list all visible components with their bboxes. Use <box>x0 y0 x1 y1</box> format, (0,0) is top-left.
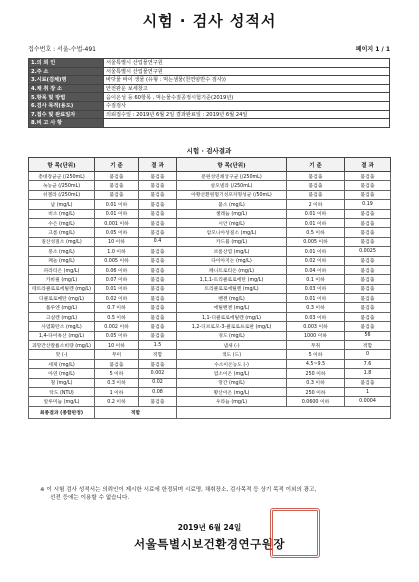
results-cell: 0.7 이하 <box>95 303 139 312</box>
results-cell: 염소이온 (mg/L) <box>177 369 287 378</box>
results-cell: 사염화탄소 (mg/L) <box>29 322 95 331</box>
results-cell: 불검출 <box>345 228 391 237</box>
results-cell: 적합 <box>139 350 177 359</box>
info-value: 음이온성 등 60항목 , 먹는물수질공정시험기준(2019년) <box>104 93 390 102</box>
results-cell: 불검출 <box>139 275 177 284</box>
results-cell: 불소 (mg/L) <box>177 200 287 209</box>
results-cell: 250 이하 <box>287 369 345 378</box>
results-cell: 10 이하 <box>95 237 139 246</box>
final-result-label: 최종결과 (종합판정) <box>29 406 95 418</box>
receipt-number: 접수번호 : 서울-수법-491 <box>28 46 96 53</box>
results-cell: 불검출 <box>139 218 177 227</box>
info-value: 바닷물 바이 생물 (유형 : 먹는샘물(천연암반수 검사)) <box>104 76 390 85</box>
results-cell: 파라티온 (mg/L) <box>29 265 95 274</box>
final-result-row <box>29 406 391 418</box>
results-cell: 분원성연쇄상구균 (/250mL) <box>177 172 287 181</box>
results-cell: 1.5 <box>139 341 177 350</box>
info-label: 4.채 취 장 소 <box>29 84 104 93</box>
info-label: 7.접수 및 완료일자 <box>29 110 104 119</box>
results-cell: 0.06 이하 <box>95 265 139 274</box>
results-cell: 불검출 <box>287 172 345 181</box>
results-row <box>29 359 391 368</box>
results-cell: 0.005 이하 <box>287 237 345 246</box>
results-cell: 불검출 <box>345 172 391 181</box>
results-cell: 불검출 <box>139 181 177 190</box>
results-cell: 냄새 (-) <box>177 341 287 350</box>
results-cell: 철 (mg/L) <box>29 378 95 387</box>
note-line-1: ※ 이 시험 검사 성적서는 의뢰인이 제시한 시료에 한정되며 시료명, 채취장소, 검사목적 등 상기 목적 이외의 광고, <box>40 487 317 493</box>
results-cell: 불검출 <box>345 322 391 331</box>
info-row <box>29 59 390 68</box>
results-cell: 불검출 <box>345 294 391 303</box>
results-cell: 1.0 이하 <box>95 247 139 256</box>
results-cell: 에틸벤젠 (mg/L) <box>177 303 287 312</box>
results-cell: 망간 (mg/L) <box>177 378 287 387</box>
results-cell: 불검출 <box>345 303 391 312</box>
results-row <box>29 237 391 246</box>
results-cell: 0.0025 <box>345 247 391 256</box>
results-row <box>29 228 391 237</box>
results-cell: 알루미늄 (mg/L) <box>29 397 95 406</box>
results-cell: 납 (mg/L) <box>29 200 95 209</box>
results-cell: 크실렌 (mg/L) <box>29 312 95 321</box>
results-row <box>29 265 391 274</box>
results-cell: 불검출 <box>139 284 177 293</box>
results-cell: 불검출 <box>345 275 391 284</box>
results-cell: 0.01 이하 <box>95 200 139 209</box>
results-cell: 0.01 이하 <box>95 284 139 293</box>
results-cell: 0.05 이하 <box>95 331 139 340</box>
info-value: 안전관운 보세창고 <box>104 84 390 93</box>
results-row <box>29 181 391 190</box>
results-cell: 불검출 <box>139 303 177 312</box>
official-seal-stamp <box>270 508 320 558</box>
results-cell: 트리클로로에틸렌 (mg/L) <box>177 284 287 293</box>
results-cell: 불검출 <box>95 181 139 190</box>
info-row <box>29 101 390 110</box>
results-cell: 불검출 <box>95 359 139 368</box>
results-cell: 0.02 이하 <box>287 256 345 265</box>
results-cell: 암모니아성질소 (mg/L) <box>177 228 287 237</box>
results-cell: 0.0004 <box>345 397 391 406</box>
info-row <box>29 84 390 93</box>
results-row <box>29 190 391 199</box>
results-cell: 수은 (mg/L) <box>29 218 95 227</box>
results-cell: 0.01 이하 <box>287 218 345 227</box>
results-cell: 0.08 <box>139 387 177 396</box>
results-row <box>29 397 391 406</box>
results-row <box>29 218 391 227</box>
results-cell: 0.5 이하 <box>287 228 345 237</box>
results-cell: 수소이온농도 (-) <box>177 359 287 368</box>
results-row <box>29 256 391 265</box>
results-row <box>29 331 391 340</box>
results-row <box>29 350 391 359</box>
results-cell: 1,2-디브로모-3-클로로프로판 (mg/L) <box>177 322 287 331</box>
results-cell: 불검출 <box>139 265 177 274</box>
results-header-row <box>29 158 391 172</box>
results-table <box>28 157 391 419</box>
info-value <box>104 119 390 128</box>
results-cell: 불검출 <box>345 265 391 274</box>
results-cell: 0.05 이하 <box>95 228 139 237</box>
results-cell: 1,4-다이옥산 (mg/L) <box>29 331 95 340</box>
results-cell: 살모넬라 (/250mL) <box>177 181 287 190</box>
results-cell: 1,1,1-트리클로로에탄 (mg/L) <box>177 275 287 284</box>
page-number: 페이지 1 / 1 <box>355 46 390 53</box>
results-cell: 0.03 이하 <box>287 284 345 293</box>
results-cell: 0 <box>345 350 391 359</box>
results-header-cell: 결 과 <box>345 158 391 172</box>
results-cell: 불검출 <box>139 294 177 303</box>
results-cell: 녹농균 (/250mL) <box>29 181 95 190</box>
results-cell: 0.02 <box>139 378 177 387</box>
info-label: 6.검사 목적(용도) <box>29 101 104 110</box>
disclaimer-note <box>40 486 380 502</box>
results-cell: 디클로로메탄 (mg/L) <box>29 294 95 303</box>
results-cell: 불검출 <box>139 190 177 199</box>
results-cell: 카바릴 (mg/L) <box>29 275 95 284</box>
results-cell: 0.01 이하 <box>287 209 345 218</box>
results-row <box>29 284 391 293</box>
note-line-2: 선전 등에는 이용할 수 없습니다. <box>50 495 130 501</box>
results-cell: 페니트로티온 (mg/L) <box>177 265 287 274</box>
results-row <box>29 387 391 396</box>
results-header-cell: 항 목(단위) <box>177 158 287 172</box>
results-row <box>29 322 391 331</box>
results-cell: 불검출 <box>345 218 391 227</box>
results-cell: 0.002 이하 <box>95 322 139 331</box>
results-cell: 질산성질소 (mg/L) <box>29 237 95 246</box>
results-cell: 불검출 <box>345 181 391 190</box>
results-cell: 색도 (도) <box>177 350 287 359</box>
results-cell: 불검출 <box>345 237 391 246</box>
results-cell: 벤젠 (mg/L) <box>177 294 287 303</box>
info-row <box>29 93 390 102</box>
results-row <box>29 369 391 378</box>
results-cell: 다이아지논 (mg/L) <box>177 256 287 265</box>
results-cell: 총대장균군 (/250mL) <box>29 172 95 181</box>
results-cell: 0.19 <box>345 200 391 209</box>
results-cell: 황산이온 (mg/L) <box>177 387 287 396</box>
results-cell: 무미 <box>95 350 139 359</box>
results-cell: 0.01 이하 <box>287 294 345 303</box>
results-cell: 0.2 이하 <box>95 397 139 406</box>
info-label: 2.주 소 <box>29 67 104 76</box>
results-cell: 0.005 이하 <box>95 256 139 265</box>
results-cell: 불검출 <box>139 209 177 218</box>
results-cell: 불검출 <box>345 284 391 293</box>
results-row <box>29 247 391 256</box>
results-cell: 불검출 <box>139 359 177 368</box>
results-cell: 0.4 <box>139 237 177 246</box>
results-cell: 탁도 (NTU) <box>29 387 95 396</box>
results-cell: 0.01 이하 <box>287 247 345 256</box>
info-label: 5.항목 및 방법 <box>29 93 104 102</box>
results-cell: 브롬산염 (mg/L) <box>177 247 287 256</box>
results-cell: 불검출 <box>139 331 177 340</box>
results-cell: 경도 (mg/L) <box>177 331 287 340</box>
final-result-value: 적합 <box>95 406 177 418</box>
results-row <box>29 341 391 350</box>
results-cell: 0.0600 이하 <box>287 397 345 406</box>
results-cell: 0.3 이하 <box>95 378 139 387</box>
results-cell: 무취 <box>287 341 345 350</box>
results-cell: 10 이하 <box>95 341 139 350</box>
info-value: 의뢰접수일 : 2019년 6월 2일 결과완료일 : 2019년 6월 24일 <box>104 110 390 119</box>
results-cell: 56 <box>345 331 391 340</box>
results-row <box>29 378 391 387</box>
results-cell: 0.01 이하 <box>95 209 139 218</box>
results-cell: 2 이하 <box>287 200 345 209</box>
results-cell: 불검출 <box>287 181 345 190</box>
results-cell: 0.3 이하 <box>287 378 345 387</box>
info-row <box>29 119 390 128</box>
results-cell: 1,1-디클로로에틸렌 (mg/L) <box>177 312 287 321</box>
results-cell: 과망간산칼륨소비량 (mg/L) <box>29 341 95 350</box>
results-cell: 1.8 <box>345 369 391 378</box>
results-cell: 불검출 <box>139 228 177 237</box>
results-cell: 톨루엔 (mg/L) <box>29 303 95 312</box>
results-section-title: 시험 · 검사결과 <box>186 147 232 155</box>
results-cell: 셀레늄 (mg/L) <box>177 209 287 218</box>
results-header-cell: 항 목(단위) <box>29 158 95 172</box>
results-cell: 불검출 <box>345 256 391 265</box>
results-row <box>29 200 391 209</box>
info-label: 1.의 뢰 인 <box>29 59 104 68</box>
results-cell: 불검출 <box>139 397 177 406</box>
results-cell: 우라늄 (mg/L) <box>177 397 287 406</box>
issuer-name: 서울특별시보건환경연구원장 <box>134 537 285 551</box>
results-header-cell: 기 준 <box>95 158 139 172</box>
results-cell: 불검출 <box>139 172 177 181</box>
final-result-empty <box>177 406 391 418</box>
results-cell: 불검출 <box>139 312 177 321</box>
document-title: 시험 · 검사 성적서 <box>142 12 277 30</box>
results-cell: 0.1 이하 <box>287 275 345 284</box>
results-row <box>29 294 391 303</box>
results-cell: 불검출 <box>139 322 177 331</box>
results-cell: 적합 <box>345 341 391 350</box>
issue-date: 2019년 6월 24일 <box>177 523 242 532</box>
results-cell: 1 이하 <box>95 387 139 396</box>
results-cell: 아황산환원혐기성포자형성균 (/50mL) <box>177 190 287 199</box>
results-header-cell: 기 준 <box>287 158 345 172</box>
results-cell: 카드뮴 (mg/L) <box>177 237 287 246</box>
results-cell: 1 <box>345 387 391 396</box>
results-cell: 페놀 (mg/L) <box>29 256 95 265</box>
results-cell: 7.6 <box>345 359 391 368</box>
results-cell: 아연 (mg/L) <box>29 369 95 378</box>
results-cell: 세제 (mg/L) <box>29 359 95 368</box>
results-cell: 불검출 <box>95 190 139 199</box>
results-cell: 0.003 이하 <box>287 322 345 331</box>
results-cell: 5 이하 <box>95 369 139 378</box>
results-cell: 0.02 이하 <box>95 294 139 303</box>
results-cell: 불검출 <box>345 312 391 321</box>
results-cell: 0.07 이하 <box>95 275 139 284</box>
results-cell: 불검출 <box>345 209 391 218</box>
results-cell: 맛 (-) <box>29 350 95 359</box>
results-row <box>29 312 391 321</box>
results-cell: 250 이하 <box>287 387 345 396</box>
results-row <box>29 172 391 181</box>
info-row <box>29 76 390 85</box>
sample-info-table <box>28 58 390 128</box>
results-cell: 4.5~9.5 <box>287 359 345 368</box>
results-cell: 1000 이하 <box>287 331 345 340</box>
info-row <box>29 67 390 76</box>
results-row <box>29 303 391 312</box>
results-cell: 테트라클로로에틸렌 (mg/L) <box>29 284 95 293</box>
results-cell: 불검출 <box>139 256 177 265</box>
results-row <box>29 209 391 218</box>
info-row <box>29 110 390 119</box>
results-cell: 0.3 이하 <box>287 303 345 312</box>
results-cell: 5 이하 <box>287 350 345 359</box>
results-cell: 불검출 <box>345 190 391 199</box>
results-cell: 불검출 <box>287 190 345 199</box>
results-cell: 0.03 이하 <box>287 312 345 321</box>
results-cell: 비소 (mg/L) <box>29 209 95 218</box>
results-cell: 시안 (mg/L) <box>177 218 287 227</box>
results-cell: 불검출 <box>345 378 391 387</box>
results-cell: 불검출 <box>139 247 177 256</box>
info-label: 3.시료(검체)명 <box>29 76 104 85</box>
results-cell: 0.5 이하 <box>95 312 139 321</box>
results-cell: 불검출 <box>95 172 139 181</box>
results-cell: 0.04 이하 <box>287 265 345 274</box>
info-label: 8.비 고 사 항 <box>29 119 104 128</box>
info-value: 서울특별시 산업물연구원 <box>104 59 390 68</box>
results-cell: 0.001 이하 <box>95 218 139 227</box>
results-cell: 0.002 <box>139 369 177 378</box>
results-cell: 쉬겔라 (/250mL) <box>29 190 95 199</box>
results-cell: 불검출 <box>139 200 177 209</box>
info-value: 서울특별시 산업물연구원 <box>104 67 390 76</box>
results-row <box>29 275 391 284</box>
results-cell: 붕소 (mg/L) <box>29 247 95 256</box>
results-cell: 크롬 (mg/L) <box>29 228 95 237</box>
info-value: 수질검사 <box>104 101 390 110</box>
results-header-cell: 결 과 <box>139 158 177 172</box>
